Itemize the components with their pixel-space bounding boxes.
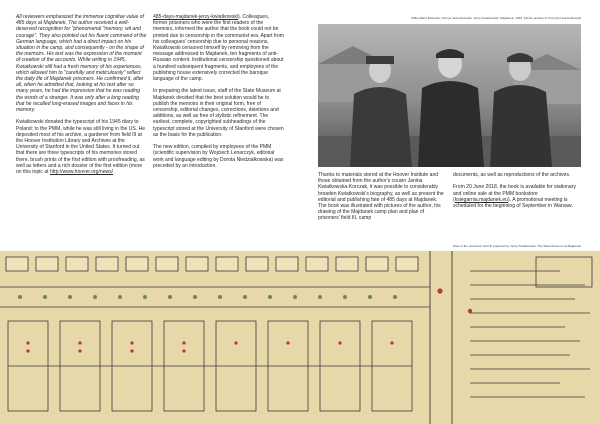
new-edition-paragraph: The new edition, compiled by employees of the PMM (scientific supervision by Wojciech Lenarczyk, editorial work and language editing by Dorota Niedziałkowska) was preceded by an introduction. [153, 144, 284, 169]
bookstore-link[interactable]: ksiegarnia.majdanek.eu [454, 196, 508, 203]
reviewers-quote: All reviewers emphasized the immense cognitive value of 485 days at Majdanek. The author received a well-deserved recognition for "phenomenal "memory, wit and courage". They also pointed out his fluent command of the German language, which had a direct impact on his situation in the camp, and consequently - on the shape of the memoirs. His text was the expression of the moment of creation of the accounts. While writing in 1945, Kwiatkowski still had a fresh memory of his experiences, which allowed him to "carefully and meticulously" reflect the daily life of Majdanek prisoners. He confirmed it, after all, when he admitted that, looking at his text after so many years, he had the impression that he was reading the words of a stranger. It was only after a long reading that he recalled long-erased images and faces in his memory. [16, 14, 147, 114]
column-3 [318, 172, 446, 222]
photo-caption: Alfilis Maria Borkoski, Henryk Jaszczikowski, Jerzy Kwiatkowski, Majdanek, 1945. Family archive of Krzysztof Jaszczikowski [411, 16, 581, 20]
camp-plan-drawing [0, 251, 600, 424]
donation-paragraph [16, 119, 147, 175]
photo-illustration [318, 24, 581, 167]
preparation-paragraph: In preparing the latest issue, staff of the State Museum at Majdanek decided that the best solution would be to publish the memoirs in their original form, free of censorship, editorial changes, corrections, deletions and additions, as well as free of stylistic refinement. The earliest, complete, copyrighted subheadings of the typescript stored at the University of Stanford were chosen as the basis for the publication. [153, 88, 284, 138]
column-1 [16, 14, 147, 175]
hoover-materials-paragraph: Thanks to materials stored at the Hoover Institute and those obtained from the author's cousin Janina Kwiatkowska-Korczak, it was possible to considerably broaden Kwiatkowski's biography, as well as present the editorial and publishing fate of 485 days at Majdanek. The book was illustrated with pictures of the author, his drawing of the Majdanek camp plan and plan of prisoners' field III, camp [318, 172, 444, 222]
historical-photo [318, 24, 581, 167]
availability-text-end: ). A promotional meeting is scheduled for the beginning of September in Warsaw. [453, 196, 573, 209]
availability-text: From 20 June 2018, the book is available for stationary and online sale at the PMM bookstore ( [453, 184, 576, 203]
availability-paragraph [453, 184, 581, 209]
column-4 [453, 172, 581, 209]
censorship-paragraph [153, 14, 284, 82]
map-caption: Plan of the prisoners' field III prepared by Jerzy Kwiatkowski. The State Museum at Majdanek [453, 244, 581, 248]
hoover-link[interactable]: http://www.hoover.org/news/ [49, 169, 114, 176]
donation-text: Kwiatkowski donated the typescript of his 1945 diary to Poland; to the PMM, while he was still living in the US. He deposited most of his archive, a gardener from field III at the Hoover Institution Library and Archives at the University of Stanford in the United States. It turned out that there are three typescripts of his memories stored there, brush prints of the first edition with proofreading, as well as letters and a rich dossier of the first edition (more on this topic at [16, 119, 146, 176]
column-2 [153, 14, 284, 169]
camp-plan-illustration [0, 251, 600, 424]
hoover-link-continued[interactable]: 485-days-majdanek-jerzy-kwiatkowski [153, 14, 238, 20]
censorship-text: ). Colleagues, former prisoners who were the first readers of the memoirs, informed the author that the book could not be printed due to censorship in the communist era. Apart from his colleagues' censorship due to personal reasons, Kwiatkowski censored himself by removing from the message addressed to Majdanek, ten fragments of anti-Russian content. Institutional censorship questioned about a hundred subsequent fragments, and employees of the publishing house extensively corrected the baroque language of the camp. [153, 14, 285, 83]
archives-paragraph: documents, as well as reproductions of the archives. [453, 172, 571, 178]
